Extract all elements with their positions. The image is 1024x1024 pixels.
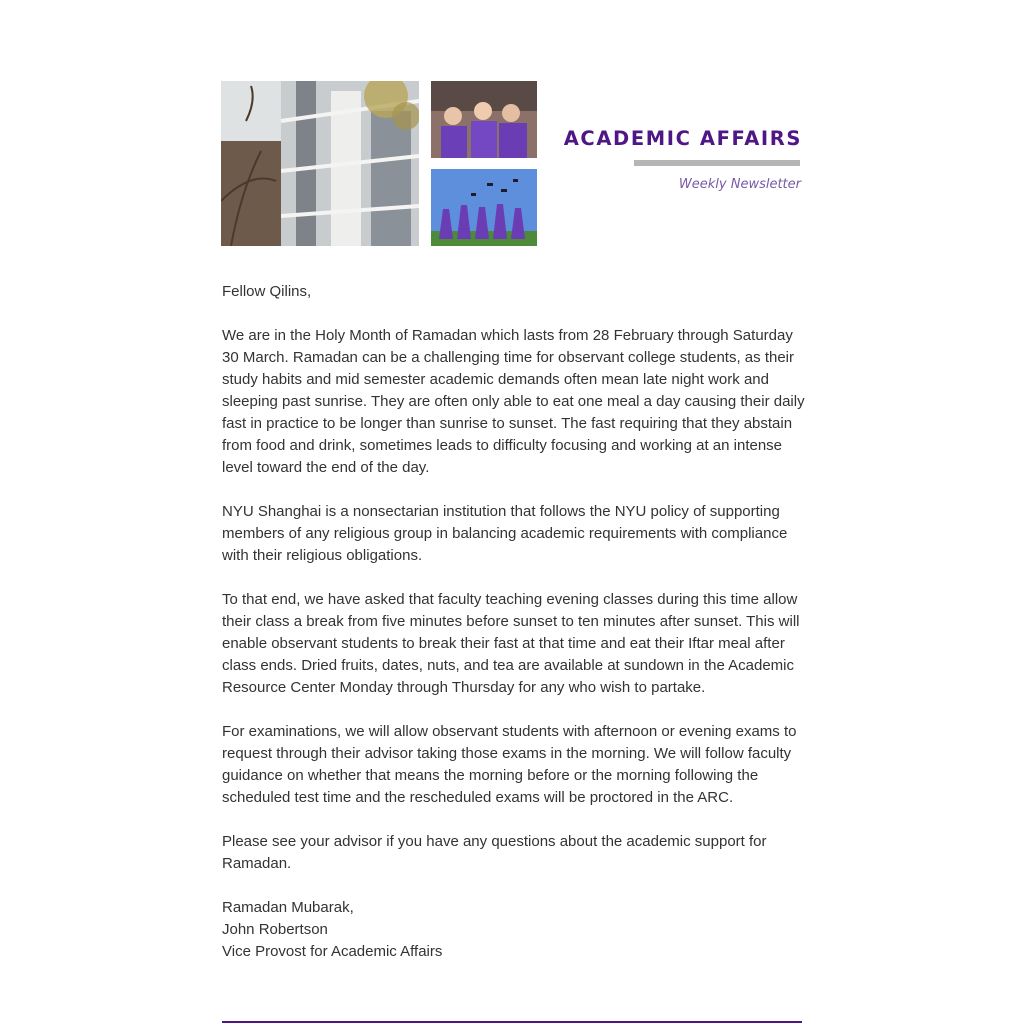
paragraph-examinations: For examinations, we will allow observant students with afternoon or evening exams to request through their advisor taking those exams in the morning. We will follow faculty guidance on whether that means the morning before or the morning following the scheduled test time and the rescheduled exams will be proctored in the ARC. <box>222 723 797 806</box>
signer-name: John Robertson <box>222 921 328 938</box>
newsletter-subtitle: Weekly Newsletter <box>678 177 801 192</box>
students-photo <box>431 81 537 158</box>
building-illustration <box>221 81 419 246</box>
header-banner <box>221 81 802 246</box>
paragraph-advisor: Please see your advisor if you have any questions about the academic support for Ramadan. <box>222 833 767 872</box>
graduation-illustration <box>431 169 537 246</box>
paragraph-ramadan: We are in the Holy Month of Ramadan which lasts from 28 February through Saturday 30 March. Ramadan can be a challenging time for observant college students, as their study habits and mid semester academic demands often mean late night work and sleeping past sunrise. They are often only able to eat one meal a day causing their daily fast in practice to be longer than sunrise to sunset. The fast requiring that they abstain from food and drink, sometimes leads to difficulty focusing and working at an intense level toward the end of the day. <box>222 327 805 476</box>
paragraph-evening-classes: To that end, we have asked that faculty teaching evening classes during this time allow their class a break from five minutes before sunset to ten minutes after sunset. This will enable observant students to break their fast at that time and eat their Iftar meal after class ends. Dried fruits, dates, nuts, and tea are available at sundown in the Academic Resource Center Monday through Thursday for any who wish to partake. <box>222 591 800 696</box>
title-divider <box>634 160 800 166</box>
graduation-photo <box>431 169 537 246</box>
building-photo <box>221 81 419 246</box>
students-illustration <box>431 81 537 158</box>
greeting: Fellow Qilins, <box>222 283 312 300</box>
paragraph-policy: NYU Shanghai is a nonsectarian institution that follows the NYU policy of supporting members of any religious group in balancing academic requirements with compliance with their religious obligations. <box>222 503 788 564</box>
newsletter-title: ACADEMIC AFFAIRS <box>563 127 802 150</box>
closing: Ramadan Mubarak, <box>222 899 354 916</box>
letter-body <box>222 281 808 963</box>
footer-divider <box>222 1021 802 1023</box>
signer-title: Vice Provost for Academic Affairs <box>222 943 443 960</box>
signature-block <box>222 897 808 963</box>
